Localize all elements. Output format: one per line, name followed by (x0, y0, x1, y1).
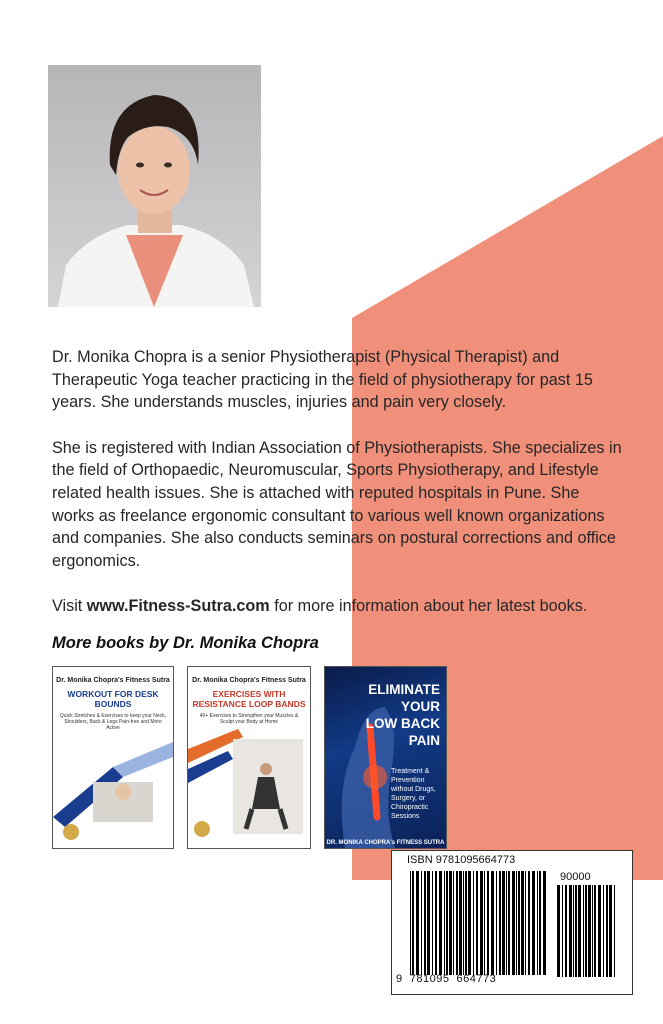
book-title-line: LOW BACK (365, 716, 440, 731)
barcode-bar (468, 871, 471, 975)
book-cover-resistance-loop-bands[interactable] (187, 666, 311, 849)
barcode-bar (444, 871, 445, 975)
barcode-bar (573, 885, 574, 977)
barcode-bar (424, 871, 426, 975)
book-series: Dr. Monika Chopra's Fitness Sutra (192, 677, 306, 684)
barcode-bar (412, 871, 414, 975)
author-photo (48, 65, 261, 307)
barcode-bar (532, 871, 535, 975)
barcode-bar (528, 871, 530, 975)
barcode-bar (598, 885, 601, 977)
book-cover-art (53, 737, 173, 847)
barcode-main-bars (410, 871, 550, 975)
barcode-bar (459, 871, 462, 975)
barcode-bar (569, 885, 572, 977)
bio-paragraph-2: She is registered with Indian Association of Physiotherapists. She specializes in the field of Orthopaedic, Neuromuscular, Sports Physiotherapy, and Lifestyle related health issues. She is attached with reputed hospitals in Pune. She works as freelance ergonomic consultant to various well known organizations and companies. She also conducts seminars on postural corrections and office ergonomics. (52, 438, 622, 570)
book-footer: DR. MONIKA CHOPRA's FITNESS SUTRA (326, 840, 445, 846)
barcode-bar (603, 885, 604, 977)
barcode-bar (439, 871, 442, 975)
book-title: EXERCISES WITH RESISTANCE LOOP BANDS (192, 689, 306, 709)
book-cover-eliminate-low-back-pain[interactable] (324, 666, 447, 849)
book-cover-art (188, 729, 310, 849)
barcode-bar (484, 871, 485, 975)
barcode-bar (473, 871, 474, 975)
isbn-digits: 9 781095 664773 (396, 973, 497, 985)
barcode-bar (512, 871, 515, 975)
barcode-bar (496, 871, 497, 975)
book-title: WORKOUT FOR DESK BOUNDS (67, 689, 159, 709)
book-cover-workout-desk-bounds[interactable] (52, 666, 174, 849)
bio-paragraph-1: Dr. Monika Chopra is a senior Physiotherapist (Physical Therapist) and Therapeutic Yoga teacher practicing in the field of physiotherapy for past 15 years. She understands muscles, injuries and pain very closely. (52, 348, 593, 412)
barcode-bar (449, 871, 452, 975)
barcode-bar (588, 885, 591, 977)
book-title-line: YOUR (400, 699, 440, 714)
book-subtitle: Treatment & Prevention without Drugs, Surgery, or Chiropractic Sessions (391, 768, 436, 820)
barcode-addon-bars (557, 885, 619, 977)
book-series: Dr. Monika Chopra's Fitness Sutra (56, 677, 170, 684)
barcode-bar (502, 871, 505, 975)
barcode-bar (508, 871, 510, 975)
book-title-line: PAIN (408, 733, 440, 748)
barcode-bar (592, 885, 593, 977)
barcode-bar (463, 871, 464, 975)
barcode-bar (543, 871, 546, 975)
barcode-bar (525, 871, 526, 975)
barcode-bar (562, 885, 563, 977)
barcode-bar (491, 871, 494, 975)
barcode-bar (456, 871, 458, 975)
barcode-bar (537, 871, 538, 975)
isbn-label: ISBN 9781095664773 (407, 854, 516, 866)
barcode-bar (518, 871, 520, 975)
barcode-bar (609, 885, 612, 977)
barcode-bar (578, 885, 581, 977)
book-title-line: ELIMINATE (368, 682, 440, 697)
barcode-bar (606, 885, 608, 977)
barcode-bar (410, 871, 411, 975)
barcode-bar (465, 871, 467, 975)
barcode-bar (575, 885, 577, 977)
visit-suffix: for more information about her latest books. (274, 597, 588, 616)
barcode-bar (585, 885, 587, 977)
barcode-bar (427, 871, 430, 975)
book-subtitle: Quick Stretches & Exercises to keep your Neck, Shoulders, Back & Legs Pain-free and More Active (59, 713, 167, 731)
more-books-heading: More books by Dr. Monika Chopra (52, 634, 319, 652)
barcode-bar (421, 871, 422, 975)
barcode-bar (453, 871, 454, 975)
barcode-bar (583, 885, 584, 977)
barcode-bar (521, 871, 524, 975)
barcode-bar (516, 871, 517, 975)
author-portrait-icon (48, 65, 261, 307)
barcode-bar (446, 871, 448, 975)
barcode-bar (557, 885, 560, 977)
barcode-bar (487, 871, 489, 975)
barcode-bar (480, 871, 483, 975)
website-link[interactable]: www.Fitness-Sutra.com (86, 597, 270, 616)
barcode-bar (435, 871, 437, 975)
book-subtitle: 40+ Exercises to Strengthen your Muscles & Sculpt your Body at Home (199, 713, 299, 725)
barcode-bar (506, 871, 507, 975)
barcode-bar (416, 871, 419, 975)
price-code: 90000 (560, 871, 591, 883)
visit-line (52, 595, 622, 618)
barcode-bar (499, 871, 501, 975)
book-title (366, 681, 440, 749)
barcode-bar (594, 885, 596, 977)
barcode-bar (476, 871, 478, 975)
visit-prefix: Visit (52, 597, 83, 616)
barcode-bar (565, 885, 567, 977)
isbn-barcode (391, 850, 633, 995)
barcode-bar (614, 885, 615, 977)
author-bio (52, 346, 622, 641)
barcode-bar (432, 871, 433, 975)
barcode-bar (539, 871, 541, 975)
